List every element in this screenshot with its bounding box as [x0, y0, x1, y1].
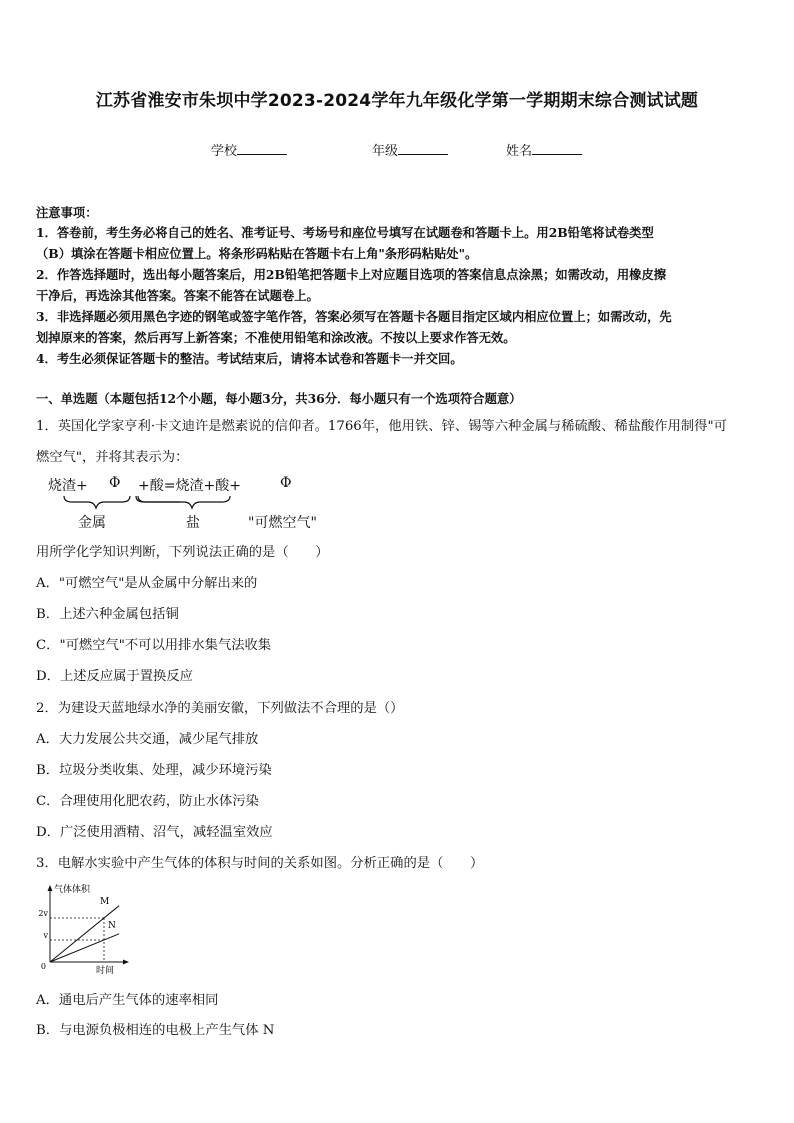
notes-line: 3．非选择题必须用黑色字迹的钢笔或签字笔作答，答案必须写在答题卡各题目指定区域内相应位置上；如需改动，先 [36, 309, 672, 324]
eq-term-acid: +酸=烧渣+酸+ [138, 478, 241, 494]
notes-heading: 注意事项： [36, 205, 98, 220]
school-field [211, 140, 287, 159]
notes-line: 4．考生必须保证答题卡的整洁。考试结束后，请将本试卷和答题卡一并交回。 [36, 351, 463, 366]
series-line-n [50, 934, 119, 962]
series-line-m [50, 906, 119, 962]
brace-salt [138, 496, 230, 508]
eq-brace-salt [136, 494, 236, 510]
series-label-m: M [100, 897, 110, 907]
label-salt: 盐 [186, 515, 200, 531]
notes-line: 2．作答选择题时，选出每小题答案后，用2B铅笔把答题卡上对应题目选项的答案信息点涂黑；如需改动，用橡皮擦 [36, 267, 667, 282]
q2-stem: 2．为建设天蓝地绿水净的美丽安徽，下列做法不合理的是（） [36, 701, 404, 716]
eq-term-cinder: 烧渣+ [48, 478, 88, 494]
notes-line: 划掉原来的答案，然后再写上新答案；不准使用铅笔和涂改液。不按以上要求作答无效。 [36, 330, 516, 345]
x-axis-label: 时间 [96, 966, 115, 976]
q3-option-b[interactable]: B．与电源负极相连的电极上产生气体 N [36, 1023, 275, 1038]
q1-stem-line2: 燃空气"，并将其表示为： [36, 450, 189, 465]
q1-option-d[interactable]: D．上述反应属于置换反应 [36, 669, 193, 684]
q1-stem-line1: 1．英国化学家亨利·卡文迪许是燃素说的信仰者。1766年，他用铁、锌、锡等六种金属与稀硫酸、稀盐酸作用制得"可 [36, 419, 727, 434]
name-label: 姓名 [506, 144, 533, 159]
q3-chart [36, 880, 136, 976]
q3-option-a[interactable]: A．通电后产生气体的速率相同 [36, 993, 219, 1008]
brace-metal [64, 496, 130, 508]
y-tick-0: 0 [40, 962, 46, 971]
y-tick-v: v [43, 931, 48, 940]
q2-option-a[interactable]: A．大力发展公共交通，减少尾气排放 [36, 732, 259, 747]
label-metal: 金属 [78, 515, 106, 531]
q2-option-c[interactable]: C．合理使用化肥农药，防止水体污染 [36, 794, 259, 809]
q1-prompt: 用所学化学知识判断，下列说法正确的是（ ） [36, 545, 329, 560]
grade-label: 年级 [372, 144, 399, 159]
q1-option-b[interactable]: B．上述六种金属包括铜 [36, 607, 179, 622]
page-title: 江苏省淮安市朱坝中学2023-2024学年九年级化学第一学期期末综合测试试题 [95, 91, 699, 111]
series-label-n: N [108, 921, 116, 931]
eq-phi-2: Φ [280, 475, 292, 491]
school-blank[interactable] [237, 142, 287, 155]
name-field [506, 140, 582, 159]
notes-line: 1．答卷前，考生务必将自己的姓名、准考证号、考场号和座位号填写在试题卷和答题卡上。用2B铅笔将试卷类型 [36, 225, 654, 240]
school-label: 学校 [211, 144, 238, 159]
grade-blank[interactable] [398, 142, 448, 155]
y-axis-arrow [48, 885, 53, 891]
notes-line: 干净后，再选涂其他答案。答案不能答在试题卷上。 [36, 288, 319, 303]
q2-option-d[interactable]: D．广泛使用酒精、沼气，减轻温室效应 [36, 825, 273, 840]
y-tick-2v: 2v [38, 909, 48, 918]
notes-line: （B）填涂在答题卡相应位置上。将条形码粘贴在答题卡右上角"条形码粘贴处"。 [36, 246, 478, 261]
section-heading: 一、单选题（本题包括12个小题，每小题3分，共36分．每小题只有一个选项符合题意） [36, 391, 522, 406]
q1-option-a[interactable]: A．"可燃空气"是从金属中分解出来的 [36, 576, 258, 591]
q2-option-b[interactable]: B．垃圾分类收集、处理，减少环境污染 [36, 763, 272, 778]
q3-stem: 3．电解水实验中产生气体的体积与时间的关系如图。分析正确的是（ ） [36, 856, 484, 871]
eq-phi-1: Φ [109, 475, 121, 491]
grade-field [372, 140, 448, 159]
x-axis-arrow [123, 960, 129, 965]
y-axis-label: 气体体积 [54, 885, 91, 895]
label-flammable-gas: "可燃空气" [248, 515, 317, 531]
name-blank[interactable] [532, 142, 582, 155]
q1-option-c[interactable]: C．"可燃空气"不可以用排水集气法收集 [36, 638, 272, 653]
